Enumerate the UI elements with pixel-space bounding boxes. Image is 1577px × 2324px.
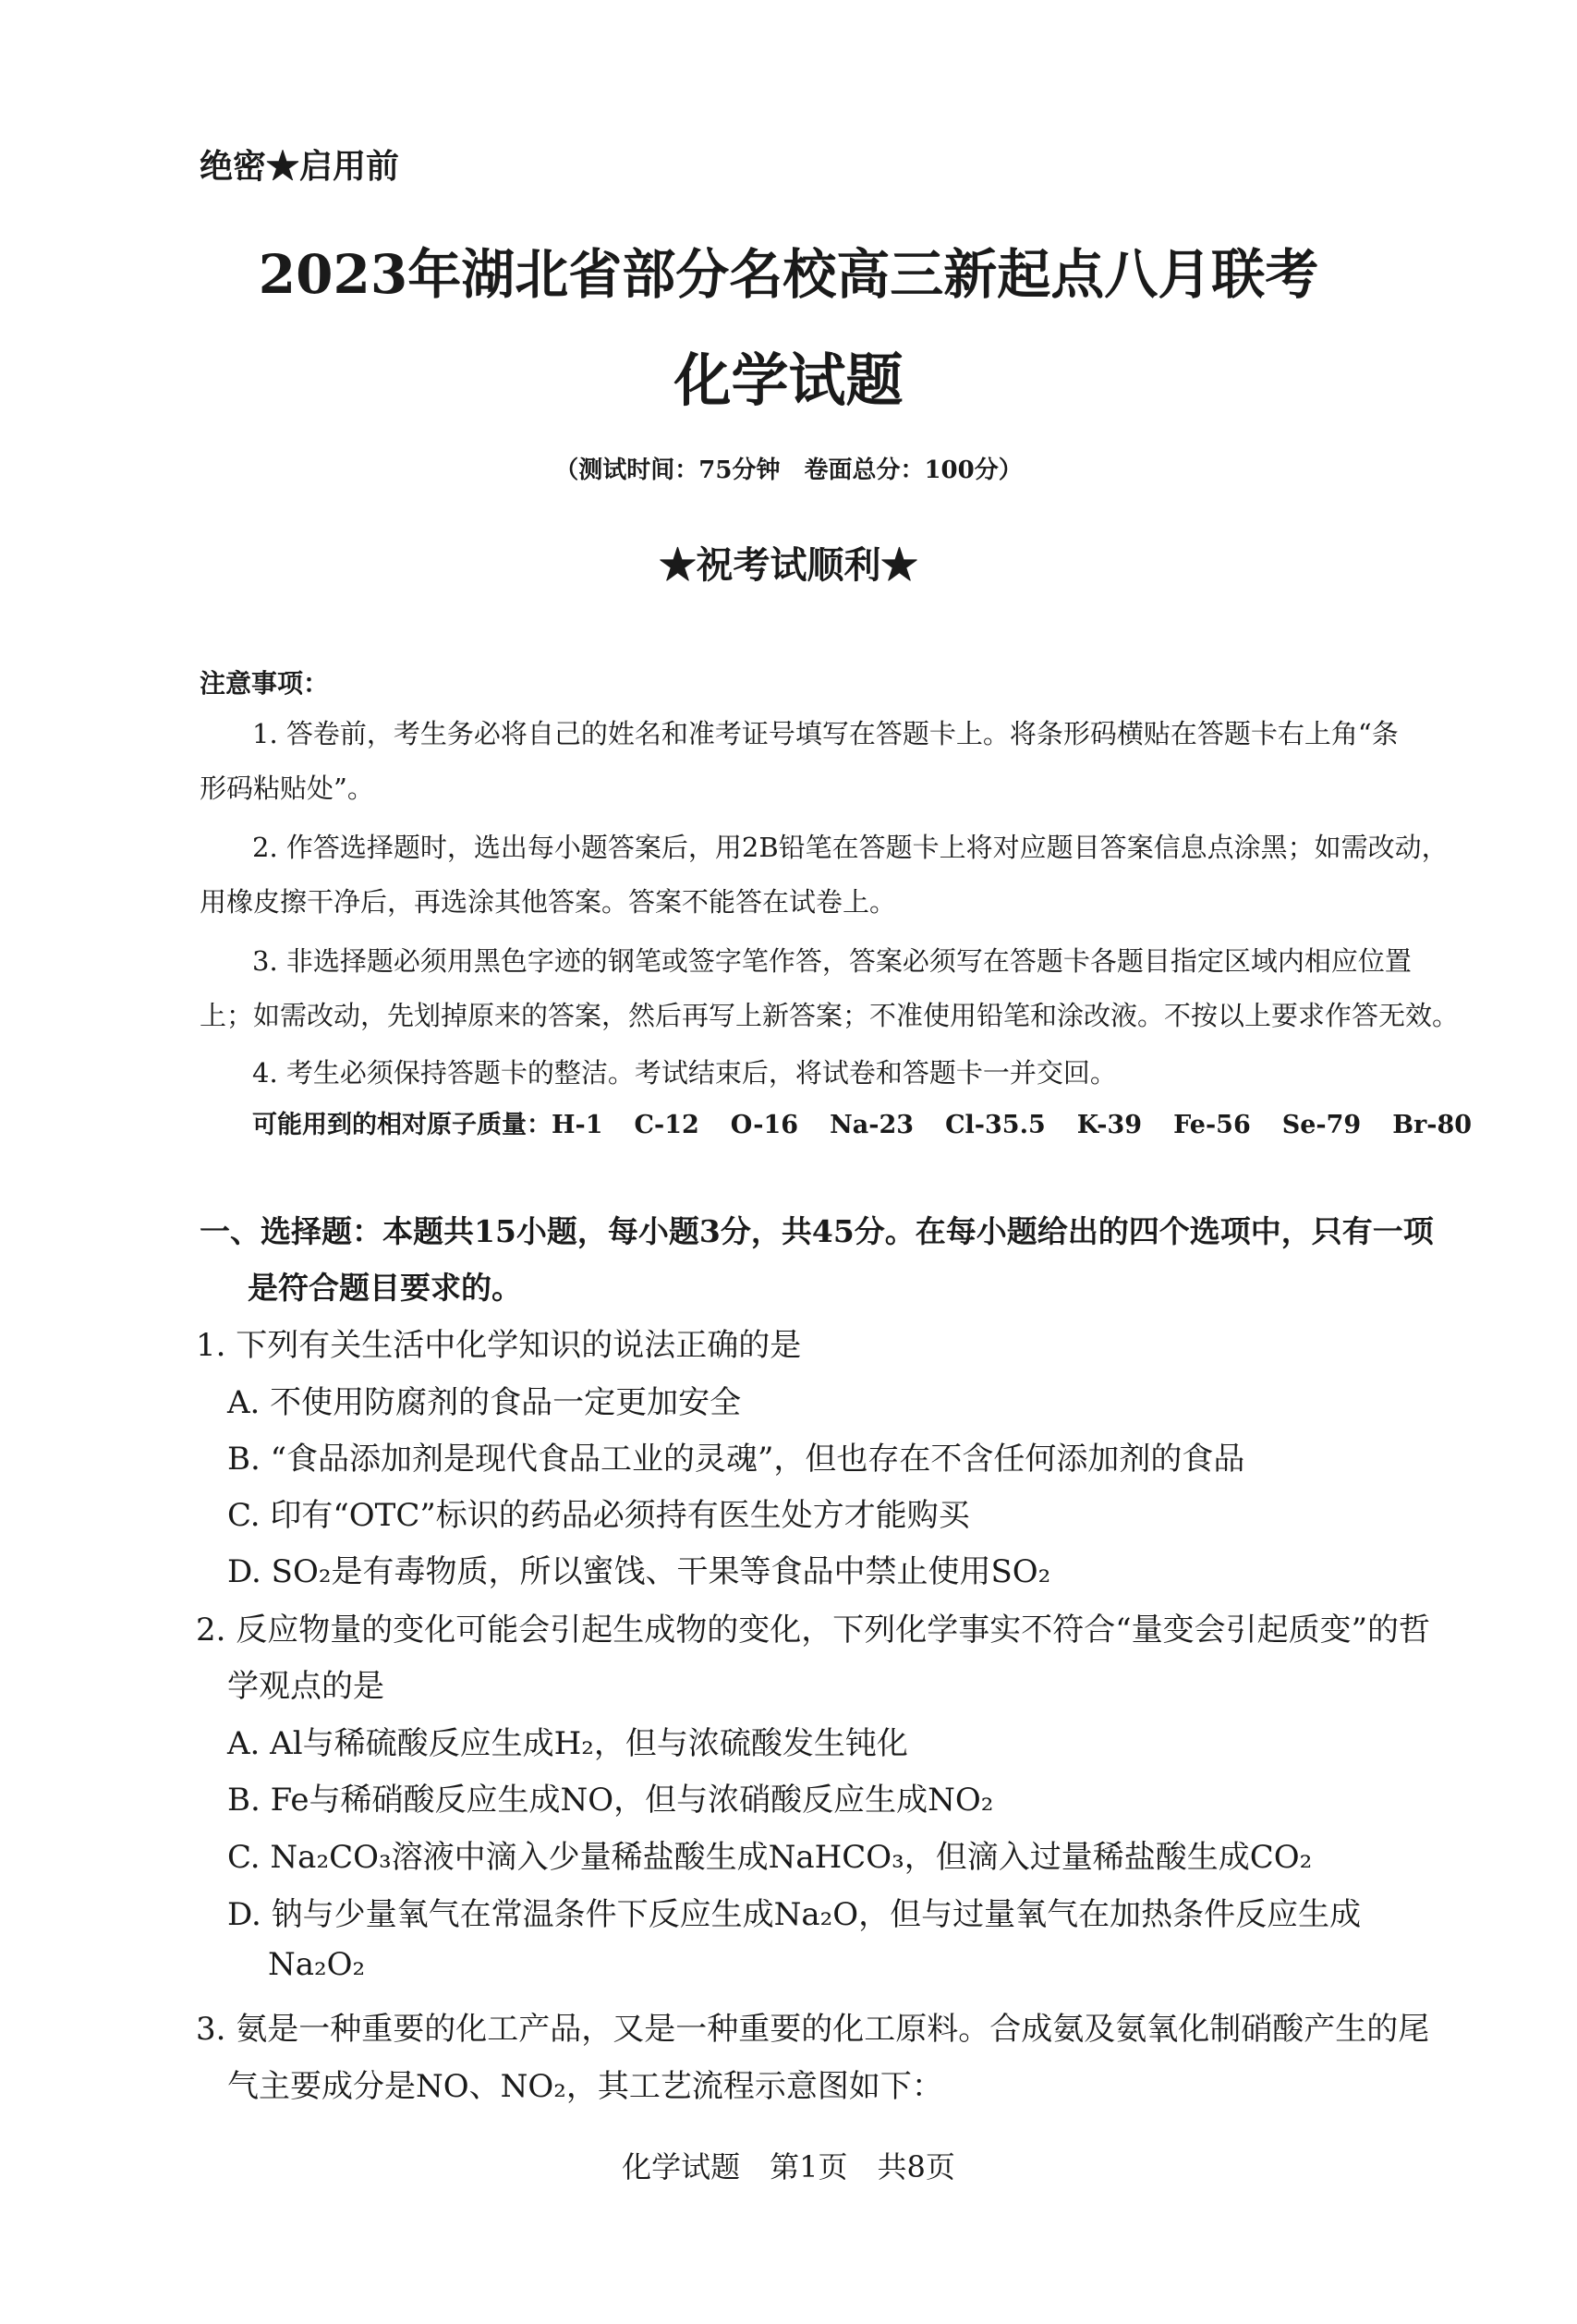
notice-heading: 注意事项： bbox=[200, 668, 330, 699]
question-2-option-c: C. Na₂CO₃溶液中滴入少量稀盐酸生成NaHCO₃，但滴入过量稀盐酸生成CO₂ bbox=[227, 1839, 1313, 1876]
notice-item-2-line-2: 用橡皮擦干净后，再选涂其他答案。答案不能答在试卷上。 bbox=[200, 886, 897, 918]
atomic-masses-label: 可能用到的相对原子质量： bbox=[252, 1111, 552, 1139]
mass-br: Br-80 bbox=[1392, 1111, 1473, 1139]
atomic-masses bbox=[252, 1104, 1503, 1140]
question-1-option-b: B. “食品添加剂是现代食品工业的灵魂”，但也存在不含任何添加剂的食品 bbox=[227, 1441, 1245, 1478]
mass-se: Se-79 bbox=[1281, 1111, 1362, 1139]
question-3-stem-line-1: 3. 氨是一种重要的化工产品，又是一种重要的化工原料。合成氨及氨氧化制硝酸产生的尾 bbox=[196, 2011, 1430, 2048]
notice-item-3-line-1: 3. 非选择题必须用黑色字迹的钢笔或签字笔作答，答案必须写在答题卡各题目指定区域内相应位置 bbox=[252, 945, 1412, 977]
notice-item-3-line-2: 上；如需改动，先划掉原来的答案，然后再写上新答案；不准使用铅笔和涂改液。不按以上要求作答无效。 bbox=[200, 1000, 1460, 1031]
page-footer: 化学试题 第1页 共8页 bbox=[622, 2149, 955, 2184]
question-1-option-c: C. 印有“OTC”标识的药品必须持有医生处方才能购买 bbox=[227, 1497, 970, 1534]
question-2-stem-line-1: 2. 反应物量的变化可能会引起生成物的变化，下列化学事实不符合“量变会引起质变”的哲 bbox=[196, 1612, 1431, 1649]
notice-item-4: 4. 考生必须保持答题卡的整洁。考试结束后，将试卷和答题卡一并交回。 bbox=[252, 1057, 1117, 1089]
good-luck-banner: ★祝考试顺利★ bbox=[659, 543, 918, 587]
notice-item-2-line-1: 2. 作答选择题时，选出每小题答案后，用2B铅笔在答题卡上将对应题目答案信息点涂黑；如需改动， bbox=[252, 832, 1449, 863]
section-heading-line-2: 是符合题目要求的。 bbox=[248, 1270, 522, 1306]
exam-title: 2023年湖北省部分名校高三新起点八月联考 bbox=[258, 243, 1319, 306]
question-3-stem-line-2: 气主要成分是NO、NO₂，其工艺流程示意图如下： bbox=[227, 2068, 943, 2105]
mass-cl: Cl-35.5 bbox=[945, 1111, 1046, 1139]
section-heading-line-1: 一、选择题：本题共15小题，每小题3分，共45分。在每小题给出的四个选项中，只有一项 bbox=[200, 1213, 1434, 1249]
mass-c: C-12 bbox=[634, 1111, 699, 1139]
notice-item-1-line-1: 1. 答卷前，考生务必将自己的姓名和准考证号填写在答题卡上。将条形码横贴在答题卡右上角“条 bbox=[252, 718, 1399, 749]
confidential-mark: 绝密★启用前 bbox=[200, 147, 400, 186]
question-2-option-b: B. Fe与稀硝酸反应生成NO，但与浓硝酸反应生成NO₂ bbox=[227, 1782, 994, 1819]
question-2-stem-line-2: 学观点的是 bbox=[227, 1668, 384, 1705]
subject-title: 化学试题 bbox=[673, 347, 904, 414]
question-2-option-a: A. Al与稀硫酸反应生成H₂，但与浓硫酸发生钝化 bbox=[227, 1725, 908, 1762]
question-1-option-a: A. 不使用防腐剂的食品一定更加安全 bbox=[227, 1384, 742, 1421]
mass-fe: Fe-56 bbox=[1173, 1111, 1251, 1139]
question-1-option-d: D. SO₂是有毒物质，所以蜜饯、干果等食品中禁止使用SO₂ bbox=[227, 1553, 1051, 1590]
mass-h: H-1 bbox=[552, 1111, 603, 1139]
question-2-option-d-line-1: D. 钠与少量氧气在常温条件下反应生成Na₂O，但与过量氧气在加热条件反应生成 bbox=[227, 1896, 1362, 1933]
mass-k: K-39 bbox=[1076, 1111, 1143, 1139]
notice-item-1-line-2: 形码粘贴处”。 bbox=[200, 773, 374, 804]
mass-o: O-16 bbox=[730, 1111, 799, 1139]
question-2-option-d-line-2: Na₂O₂ bbox=[268, 1946, 366, 1983]
mass-na: Na-23 bbox=[830, 1111, 915, 1139]
question-1-stem: 1. 下列有关生活中化学知识的说法正确的是 bbox=[196, 1327, 802, 1364]
exam-info: （测试时间：75分钟 卷面总分：100分） bbox=[554, 456, 1023, 484]
